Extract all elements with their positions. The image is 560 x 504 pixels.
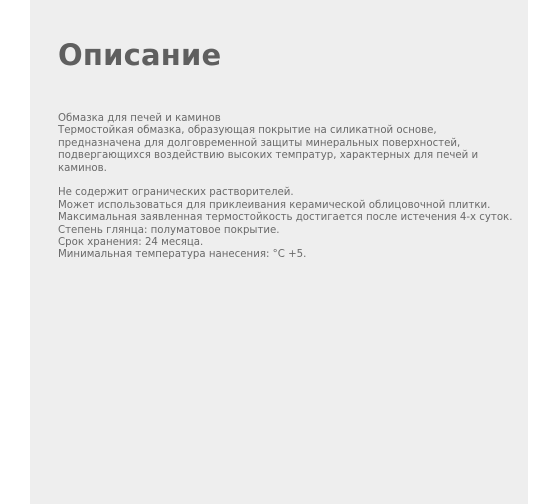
paragraph-spacer [58, 175, 520, 187]
description-line: Термостойкая обмазка, образующая покрытие на силикатной основе, предназначена для долговременной защиты минеральных поверхностей, подвергающихся воздействию высоких темпратур, характерных для печей и каминов. [58, 125, 479, 174]
section-title: Описание [58, 38, 222, 72]
description-line: Не содержит ограническиx растворителей. [58, 187, 294, 199]
description-line: Срок хранения: 24 месяца. [58, 237, 204, 249]
description-line: Может использоваться для приклеивания керамической облицовочной плитки. [58, 199, 491, 211]
description-line: Степень глянца: полуматовое покрытие. [58, 224, 280, 236]
description-line: Обмазка для печей и каминов [58, 113, 221, 124]
description-panel [30, 0, 528, 504]
description-body [58, 113, 520, 262]
description-line: Минимальная температура нанесения: °С +5. [58, 249, 307, 261]
description-line: Максимальная заявленная термостойкость достигается после истечения 4-х суток. [58, 212, 513, 224]
